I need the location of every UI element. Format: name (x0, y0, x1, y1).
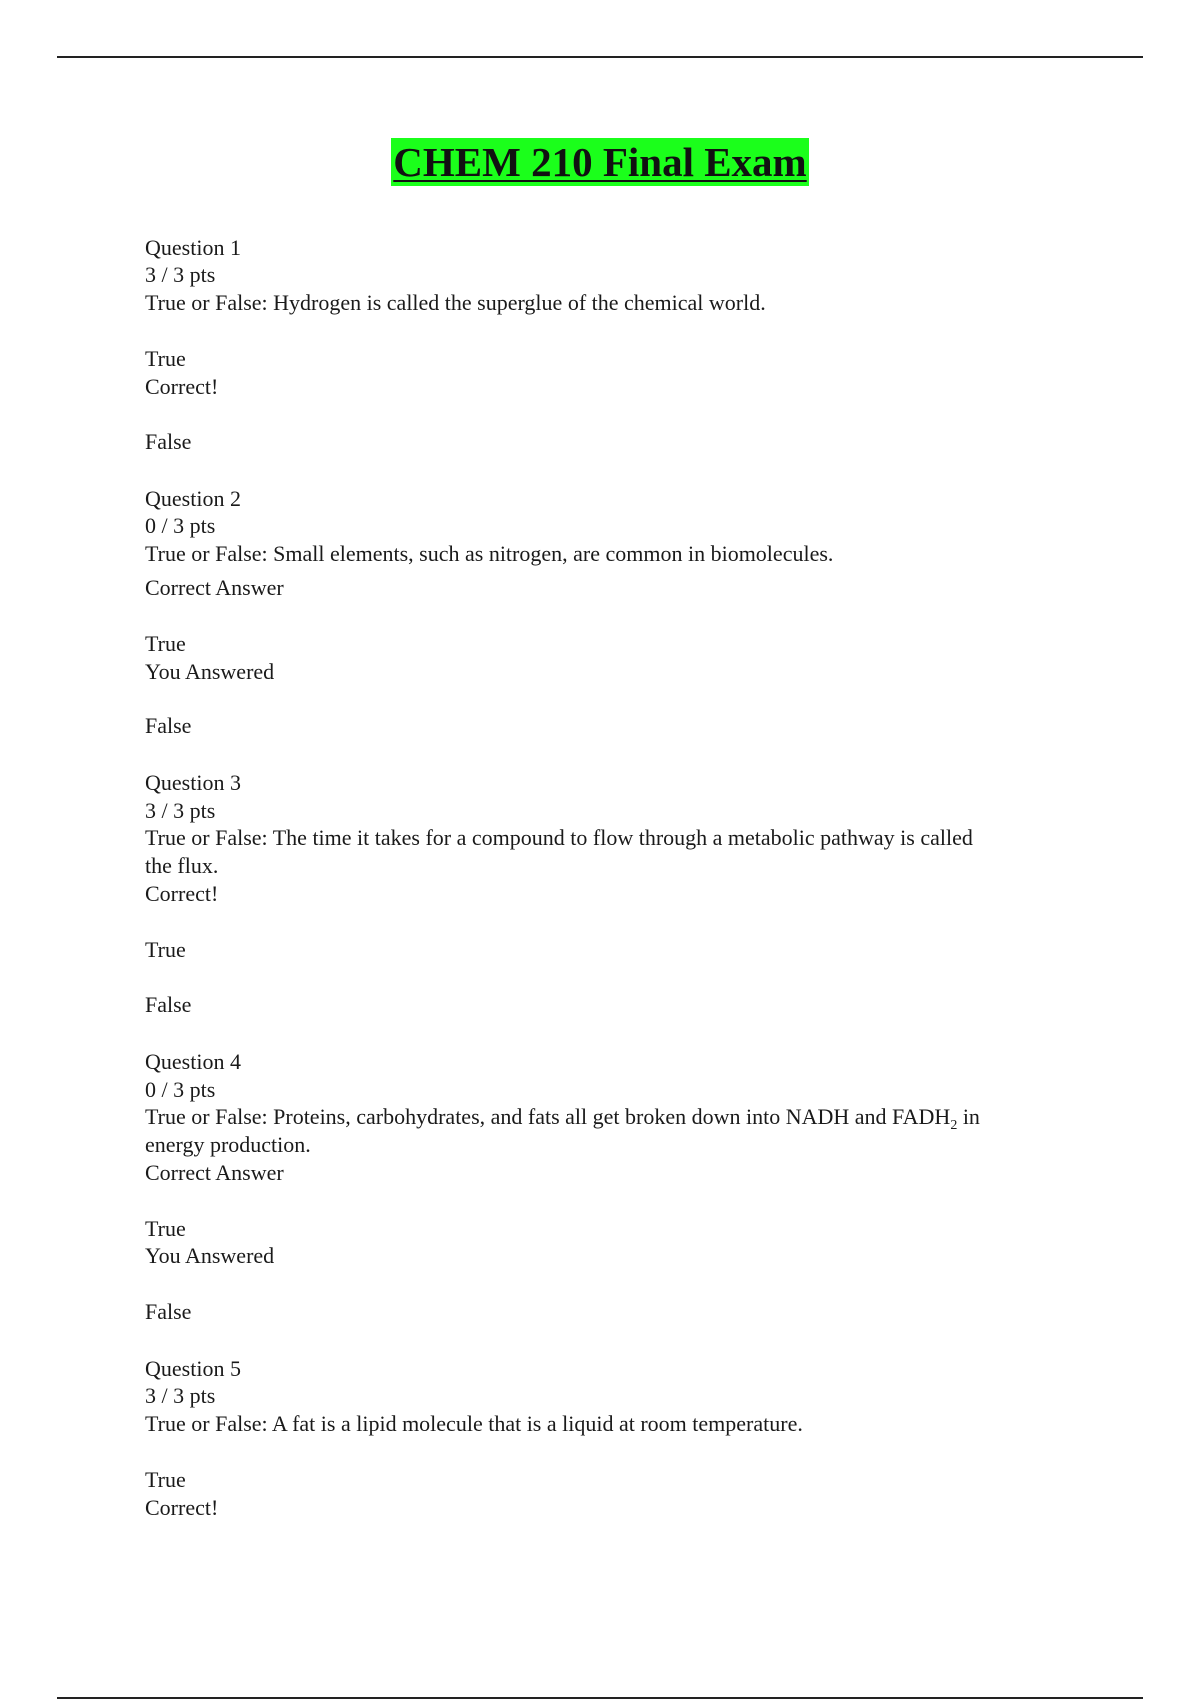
question-4-correct-answer-marker: Correct Answer (145, 1160, 284, 1185)
footer-rule (57, 1697, 1143, 1699)
question-2-correct-answer-marker: Correct Answer (145, 575, 284, 600)
question-2-score: 0 / 3 pts (145, 513, 216, 538)
question-3-prompt-line-2: the flux. (145, 853, 219, 878)
title-container (0, 138, 1200, 186)
question-3-correct-marker: Correct! (145, 881, 219, 906)
question-4-you-answered-marker: You Answered (145, 1243, 275, 1268)
question-5-correct-marker: Correct! (145, 1495, 219, 1520)
question-2-label: Question 2 (145, 486, 241, 511)
question-1-score: 3 / 3 pts (145, 262, 216, 287)
question-3-score: 3 / 3 pts (145, 798, 216, 823)
question-3-option-true: True (145, 937, 186, 962)
question-1-option-true: True (145, 346, 186, 371)
question-3-label: Question 3 (145, 770, 241, 795)
question-5-option-true: True (145, 1467, 186, 1492)
question-4-option-true: True (145, 1216, 186, 1241)
question-1-option-false: False (145, 429, 192, 454)
question-4-option-false: False (145, 1299, 192, 1324)
question-5-score: 3 / 3 pts (145, 1383, 216, 1408)
page-title: CHEM 210 Final Exam (393, 139, 807, 185)
question-2-option-true: True (145, 631, 186, 656)
question-2-you-answered-marker: You Answered (145, 659, 275, 684)
question-5-prompt: True or False: A fat is a lipid molecule that is a liquid at room temperature. (145, 1411, 803, 1436)
question-1-prompt: True or False: Hydrogen is called the superglue of the chemical world. (145, 290, 766, 315)
question-1-label: Question 1 (145, 235, 241, 260)
question-4-prompt-subscript: 2 (950, 1118, 958, 1133)
question-4-prompt-text: True or False: Proteins, carbohydrates, and fats all get broken down into NADH and FADH (145, 1104, 951, 1129)
question-4-prompt-tail: in (957, 1104, 980, 1129)
question-3-prompt-line-1: True or False: The time it takes for a compound to flow through a metabolic pathway is called (145, 825, 973, 850)
question-2-option-false: False (145, 713, 192, 738)
question-4-prompt-line-2: energy production. (145, 1132, 311, 1157)
question-4-score: 0 / 3 pts (145, 1077, 216, 1102)
question-2-prompt: True or False: Small elements, such as nitrogen, are common in biomolecules. (145, 541, 834, 566)
header-rule (57, 56, 1143, 58)
question-3-option-false: False (145, 992, 192, 1017)
question-5-label: Question 5 (145, 1356, 241, 1381)
question-4-label: Question 4 (145, 1049, 241, 1074)
question-1-correct-marker: Correct! (145, 374, 219, 399)
